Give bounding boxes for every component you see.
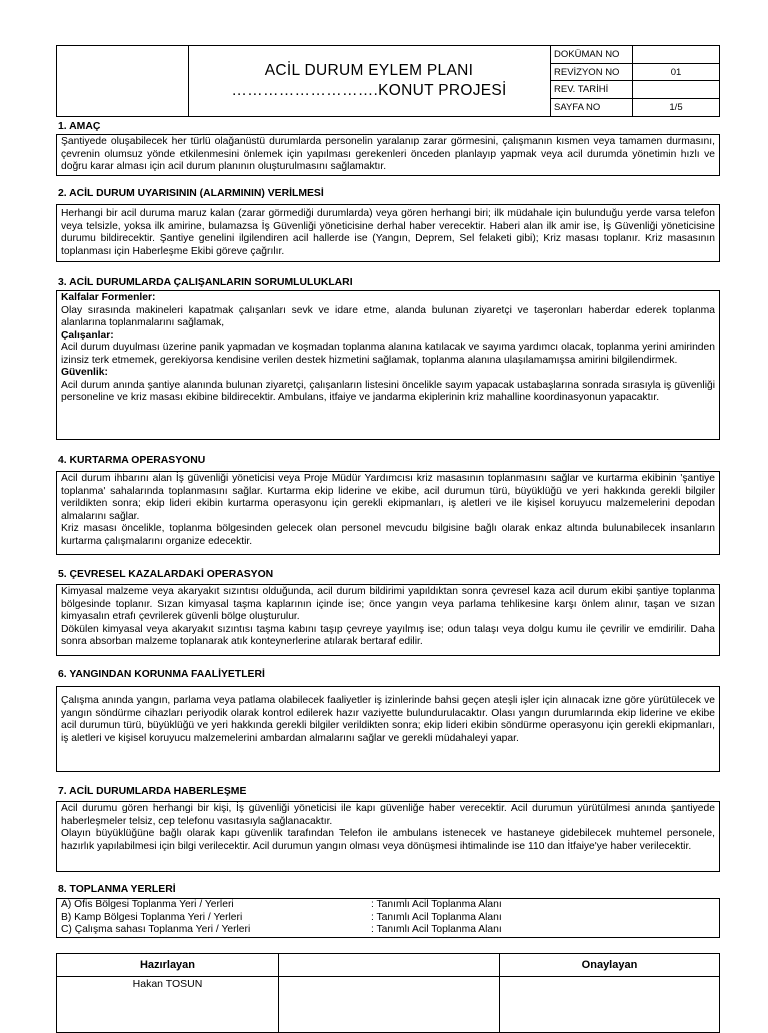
section-title-communication: 7. ACİL DURUMLARDA HABERLEŞME bbox=[58, 786, 247, 797]
section-title-responsibilities: 3. ACİL DURUMLARDA ÇALIŞANLARIN SORUMLULUKLARI bbox=[58, 277, 353, 288]
meta-key: SAYFA NO bbox=[551, 99, 633, 117]
section-title-rescue: 4. KURTARMA OPERASYONU bbox=[58, 455, 206, 466]
subheading: Güvenlik: bbox=[61, 367, 108, 378]
section-title-purpose: 1. AMAÇ bbox=[58, 121, 101, 132]
paragraph: Dökülen kimyasal veya akaryakıt sızıntısı taşma kabını taşıp çevreye yayılmış ise; odun talaşı veya dolgu kumu ile çevrilir ve emdirilir. Daha sonra absorban malzeme toplanarak atık konteynerlerine atılarak bertaraf edilir. bbox=[61, 623, 715, 647]
approved-by-column bbox=[500, 954, 719, 1032]
paragraph: Olayın büyüklüğüne bağlı olarak kapı güvenlik tarafından Telefon ile ambulans istenecek ve hastaneye gidebilecek muhtemel personele, hazırlık yapılabilmesi için bilgi verilecektir. Acil durumun yangın olması veya dönüşmesi ihtimalinde ise 110 dan İtfaiye'ye haber verilecektir. bbox=[61, 828, 715, 852]
paragraph: Acil durumu gören herhangi bir kişi, İş güvenliği yöneticisi ile kapı güvenliğe haber verecektir. Acil durumun yürütülmesi anında şantiyede haberleşmeler telsiz, cep telefonu vasıtasıyla sağlanacaktır. bbox=[61, 803, 715, 827]
approved-by-label: Onaylayan bbox=[500, 954, 719, 977]
section-box-rescue bbox=[56, 471, 720, 555]
meta-value: 01 bbox=[670, 66, 682, 78]
assembly-label: A) Ofis Bölgesi Toplanma Yeri / Yerleri bbox=[61, 899, 234, 910]
assembly-value: : Tanımlı Acil Toplanma Alanı bbox=[371, 899, 502, 910]
paragraph: Acil durum duyulması üzerine panik yapmadan ve koşmadan toplanma alanına katılacak ve sayıma yardımcı olacak, toplanma yerini amirinden izinsiz terk etmemek, gerekiyorsa kendisine verilen destek hizmetini sağlamak, toplanma alanına ulaşılamamışsa amirini bilgilendirmek. bbox=[61, 342, 715, 366]
section-box-fire bbox=[56, 686, 720, 772]
paragraph: Şantiyede oluşabilecek her türlü olağanüstü durumlarda personelin yaralanıp zarar görmesini, çalışmanın kısmen veya tamamen durmasını, çevrenin olumsuz yönde etkilenmesini önlemek için yapılması gerekenleri önceden planlayıp yapmak veya acil durumda yönetimin hızlı ve doğru karar alması için acil durum planının oluşturulmasını sağlamaktır. bbox=[61, 136, 715, 172]
meta-row bbox=[551, 81, 719, 99]
section-title-assembly-points: 8. TOPLANMA YERLERİ bbox=[58, 884, 176, 895]
assembly-value: : Tanımlı Acil Toplanma Alanı bbox=[371, 911, 502, 923]
section-box-communication bbox=[56, 801, 720, 872]
paragraph: Acil durum anında şantiye alanında bulunan ziyaretçi, çalışanların listesini öncelikle sayım yapacak ustabaşlarına sonrada sırasıyla iş güvenliği personeline ve kriz masası ekibine bildirecektir. Ambulans, itfaiye ve jandarma ekiplerinin kriz mahalline koordinasyonun yapacaktır. bbox=[61, 379, 715, 403]
signature-table bbox=[56, 953, 720, 1033]
paragraph: Kimyasal malzeme veya akaryakıt sızıntısı olduğunda, acil durum bildirimi yapıldıktan sonra çevresel kaza acil durum ekibi şantiye toplanma bölgesinde toplanır. Sızan kimyasal taşma kaplarının içinde ise; önce yangın veya parlama tehlikesine karşı önlem alınır, taşan ve sızan kimyasalın etrafı çevrilerek güvenli bölge oluşturulur. bbox=[61, 586, 715, 622]
meta-key: REVİZYON NO bbox=[551, 64, 633, 81]
subheading: Çalışanlar: bbox=[61, 329, 114, 341]
assembly-value: : Tanımlı Acil Toplanma Alanı bbox=[371, 924, 502, 935]
paragraph: Acil durum ihbarını alan İş güvenliği yöneticisi veya Proje Müdür Yardımcısı kriz masasının toplanmasını sağlar ve kurtarma ekibinin 'şantiye toplanma' sahalarında toplanmasını sağlar. Kurtarma ekip liderine ve ekibe, acil durumun türü, büyüklüğü ve yeri hakkında gerekli bilgiler verildikten sonra; ekip lideri ekibin kurtarma operasyonu için gerekli ekipmanları, iş aletleri ve ile kişisel koruyucu malzemelerini depodan almalarını sağlar. bbox=[61, 473, 715, 522]
paragraph: Çalışma anında yangın, parlama veya patlama olabilecek faaliyetler iş izinlerinde bahsi geçen ateşli işler için alınacak izne göre yürütülecek ve yangın söndürme cihazları periyodik olarak kontrol edilerek hazır vaziyette bulundurulacaktır. Olası yangın durumlarında ekip liderine ve ekibe acil durumun türü, büyüklüğü ve yeri hakkında gerekli bilgiler verildikten sonra; ekip lideri ekibin söndürme operasyonu için gerekli ekipmanları, iş aletleri ve kişisel koruyucu malzemelerini ambardan almalarını sağlar ve gerekli müdahaleyi yapar. bbox=[61, 695, 715, 744]
middle-column bbox=[279, 954, 500, 1032]
list-item bbox=[61, 924, 715, 937]
section-title-environmental: 5. ÇEVRESEL KAZALARDAKİ OPERASYON bbox=[58, 569, 274, 580]
middle-header bbox=[279, 954, 499, 977]
meta-value bbox=[633, 46, 719, 63]
prepared-by-label: Hazırlayan bbox=[57, 954, 278, 977]
paragraph: Kriz masası öncelikle, toplanma bölgesinden gelecek olan personel mevcudu bilgisine bağlı olarak enkaz altında bulunabilecek insanların kurtarma çalışmalarını organize edecektir. bbox=[61, 523, 715, 547]
meta-row bbox=[551, 64, 719, 82]
section-box-alarm bbox=[56, 204, 720, 262]
assembly-label: B) Kamp Bölgesi Toplanma Yeri / Yerleri bbox=[61, 911, 243, 923]
document-header bbox=[56, 45, 720, 117]
section-title-alarm: 2. ACİL DURUM UYARISININ (ALARMININ) VERİLMESİ bbox=[58, 188, 324, 199]
section-title-fire: 6. YANGINDAN KORUNMA FAALİYETLERİ bbox=[58, 669, 265, 680]
meta-value bbox=[633, 81, 719, 98]
meta-row bbox=[551, 46, 719, 64]
section-box-responsibilities bbox=[56, 290, 720, 440]
meta-value: 1/5 bbox=[669, 101, 683, 113]
assembly-label: C) Çalışma sahası Toplanma Yeri / Yerleri bbox=[61, 924, 251, 935]
document-title bbox=[188, 46, 551, 116]
logo-placeholder bbox=[57, 46, 189, 116]
title-line-2: ……………………….KONUT PROJESİ bbox=[231, 82, 507, 99]
subheading: Kalfalar Formenler: bbox=[61, 292, 156, 303]
paragraph: Olay sırasında makineleri kapatmak çalışanları sevk ve idare etme, alanda bulunan ziyaretçi ve taşeronları haberdar ederek toplanma alanlarına toplanmalarını sağlamak, bbox=[61, 304, 715, 328]
meta-row bbox=[551, 99, 719, 117]
meta-key: DOKÜMAN NO bbox=[551, 46, 633, 63]
list-item bbox=[61, 899, 715, 912]
list-item bbox=[61, 912, 715, 925]
section-box-purpose bbox=[56, 134, 720, 176]
section-box-environmental bbox=[56, 584, 720, 656]
document-meta-table bbox=[551, 46, 719, 116]
assembly-points-list bbox=[56, 898, 720, 938]
prepared-by-column bbox=[57, 954, 279, 1032]
title-line-1: ACİL DURUM EYLEM PLANI bbox=[264, 62, 474, 79]
prepared-by-name: Hakan TOSUN bbox=[132, 978, 203, 990]
meta-key: REV. TARİHİ bbox=[551, 81, 633, 98]
paragraph: Herhangi bir acil duruma maruz kalan (zarar görmediği durumlarda) veya gören herhangi biri; ilk müdahale için bulunduğu yerde varsa telefon veya telsizle, yoksa ilk amirine, bulamazsa İş Güvenliği yöneticisine derhal haber verecektir. Haberi alan ilk amir ise, İş Güvenliği yöneticisine durumu bildirecektir. Şantiye genelini ilgilendiren acil hallerde ise (Yangın, Deprem, Sel felaketi gibi); Kriz masası toplanır. Kriz masasının toplanması için Haberleşme Ekibi göreve çağrılır. bbox=[61, 208, 715, 257]
